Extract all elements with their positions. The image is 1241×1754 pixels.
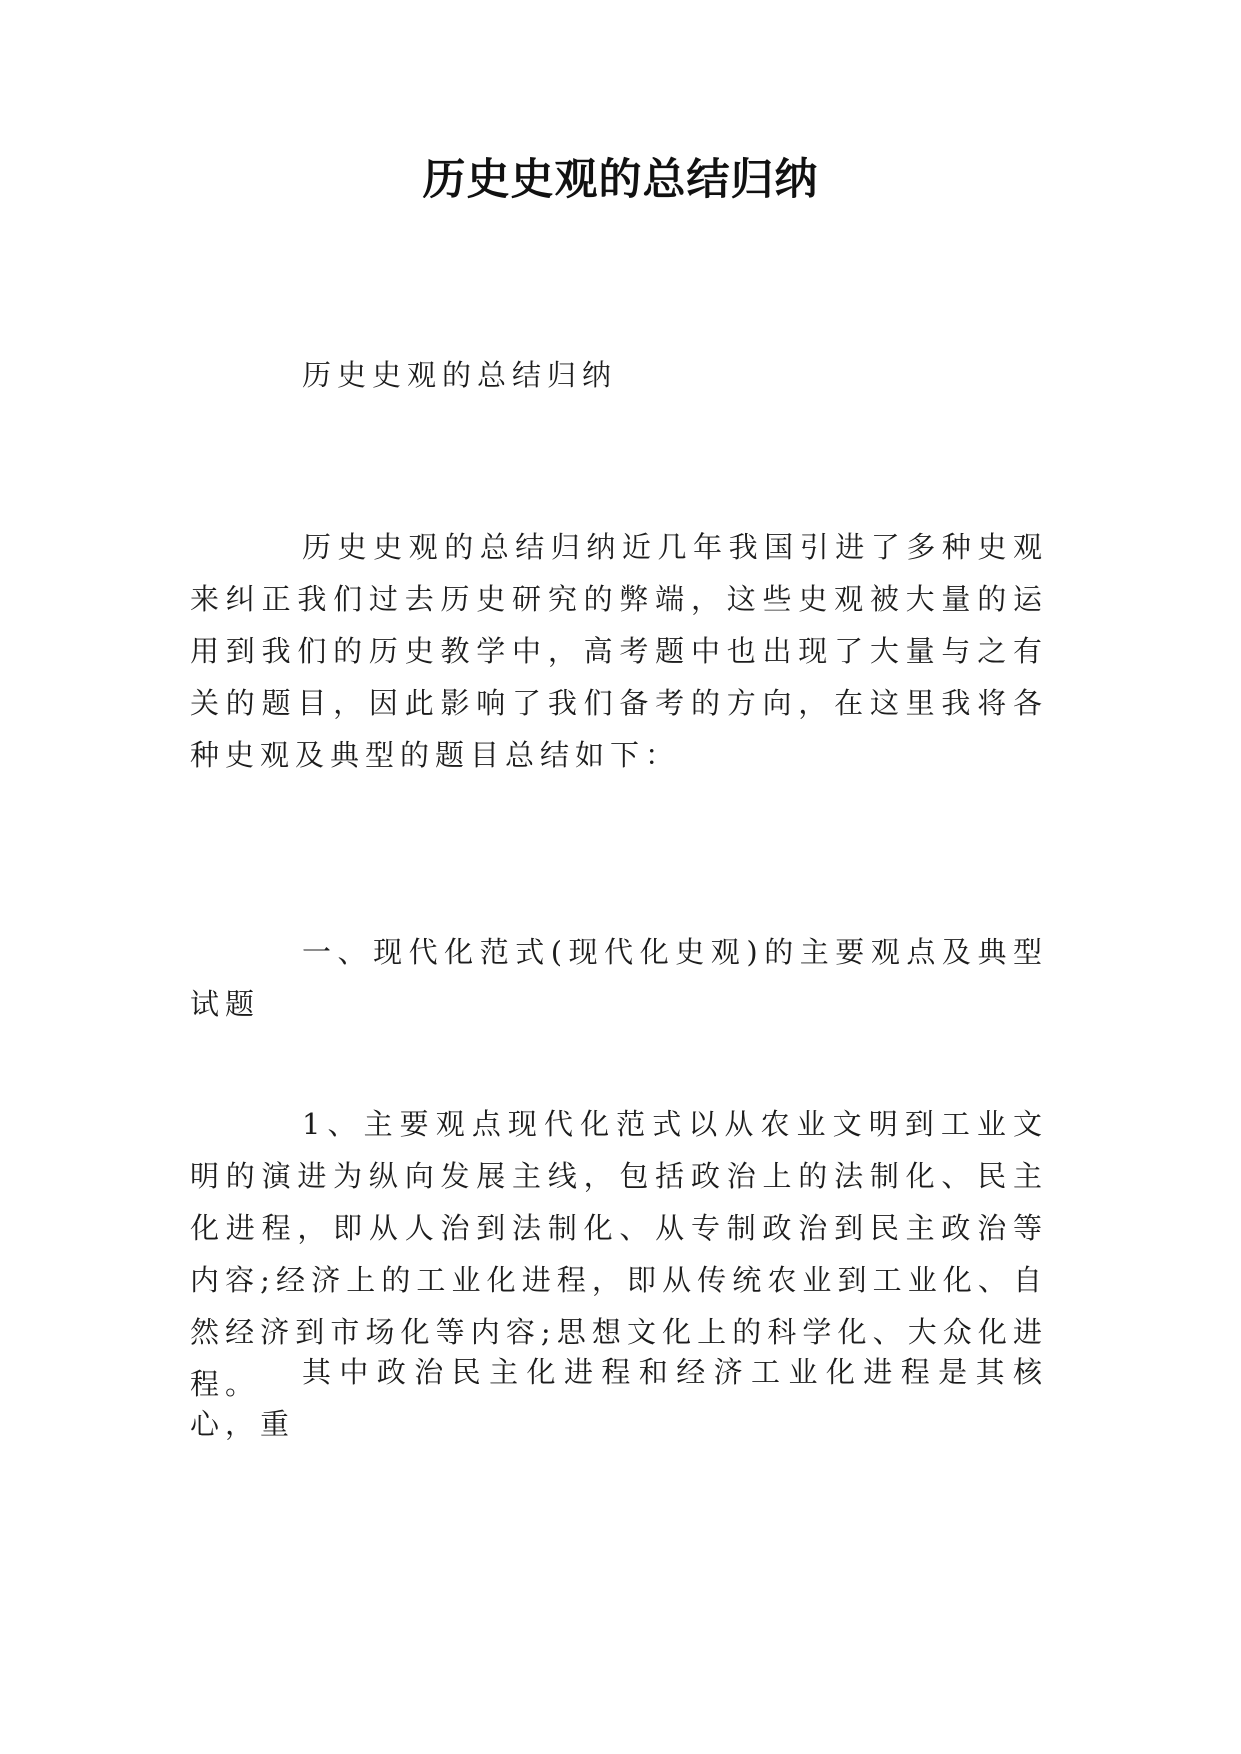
intro-paragraph: 历史史观的总结归纳近几年我国引进了多种史观来纠正我们过去历史研究的弊端，这些史观被大量的运用到我们的历史教学中，高考题中也出现了大量与之有关的题目，因此影响了我们备考的方向，在这里我将各种史观及典型的题目总结如下： xyxy=(190,530,1048,772)
section-heading-modernization: 一、现代化范式(现代化史观)的主要观点及典型试题 xyxy=(190,935,1048,1021)
document-title: 历史史观的总结归纳 xyxy=(422,155,819,205)
subtitle-paragraph: 历史史观的总结归纳 xyxy=(302,358,618,392)
core-paragraph: 其中政治民主化进程和经济工业化进程是其核心，重 xyxy=(190,1355,1048,1441)
main-points-paragraph: 1、主要观点现代化范式以从农业文明到工业文明的演进为纵向发展主线，包括政治上的法制化、民主化进程，即从人治到法制化、从专制政治到民主政治等内容;经济上的工业化进程，即从传统农业到工业化、自然经济到市场化等内容;思想文化上的科学化、大众化进程。 xyxy=(190,1107,1048,1401)
